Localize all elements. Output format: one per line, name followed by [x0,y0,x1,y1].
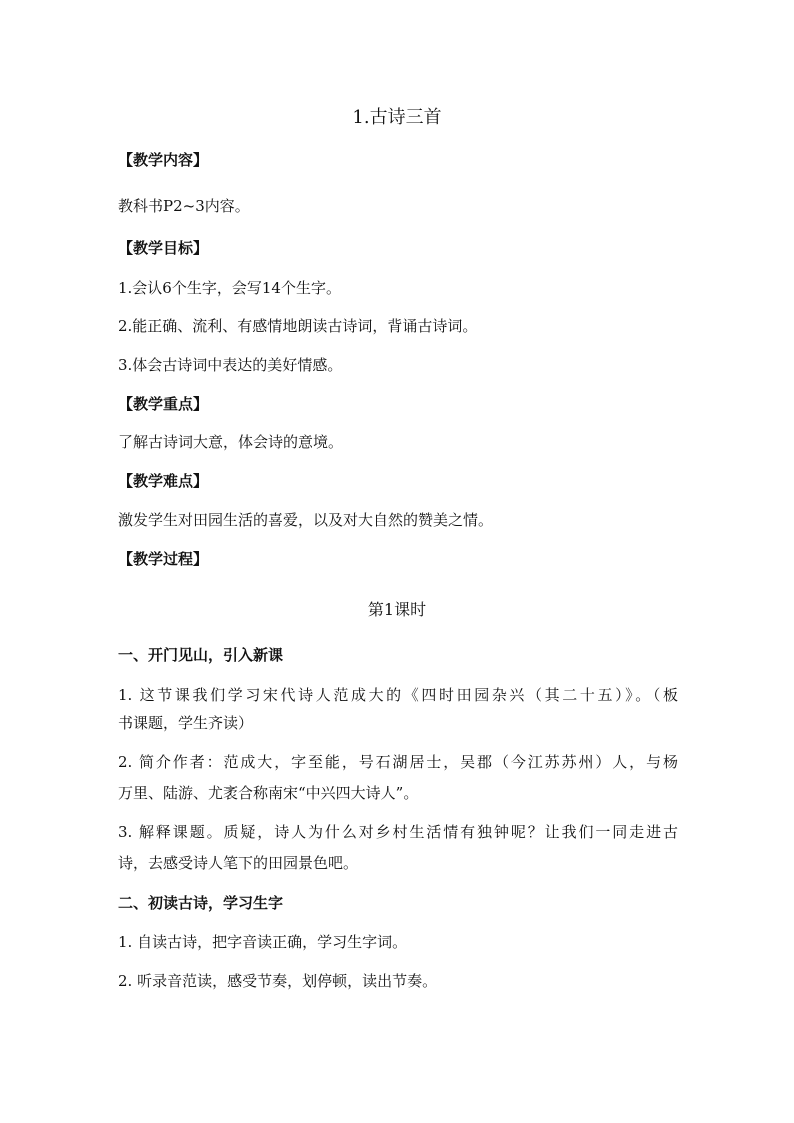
lesson-period: 第1课时 [367,600,427,619]
goal-item-3: 3.体会古诗词中表达的美好情感。 [118,356,343,374]
part2-heading: 二、初读古诗，学习生字 [118,894,284,912]
content-text: 教科书P2~3内容。 [118,197,250,215]
goal-item-2: 2.能正确、流利、有感情地朗读古诗词，背诵古诗词。 [118,317,478,335]
section-heading-key: 【教学重点】 [118,395,209,413]
part1-item-3b: 诗，去感受诗人笔下的田园景色吧。 [118,854,359,872]
part1-item-2b: 万里、陆游、尤袤合称南宋“中兴四大诗人”。 [118,784,419,802]
part1-item-2a: 2. 简介作者：范成大，字至能，号石湖居士，吴郡（今江苏苏州）人，与杨 [118,753,678,771]
part2-item-2: 2. 听录音范读，感受节奏，划停顿，读出节奏。 [118,972,438,990]
section-heading-process: 【教学过程】 [118,550,209,568]
part1-item-1a: 1. 这节课我们学习宋代诗人范成大的《四时田园杂兴（其二十五）》。（板 [118,686,678,704]
goal-item-1: 1.会认6个生字，会写14个生字。 [118,279,341,297]
section-heading-content: 【教学内容】 [118,151,209,169]
key-text: 了解古诗词大意，体会诗的意境。 [118,433,344,451]
difficulty-text: 激发学生对田园生活的喜爱，以及对大自然的赞美之情。 [118,511,494,529]
page-title: 1.古诗三首 [352,107,442,128]
part1-item-1b: 书课题，学生齐读） [118,714,254,732]
part1-heading: 一、开门见山，引入新课 [118,646,284,664]
part2-item-1: 1. 自读古诗，把字音读正确，学习生字词。 [118,933,408,951]
section-heading-goals: 【教学目标】 [118,239,209,257]
part1-item-3a: 3. 解释课题。质疑，诗人为什么对乡村生活情有独钟呢？让我们一同走进古 [118,823,678,841]
section-heading-difficulty: 【教学难点】 [118,472,209,490]
